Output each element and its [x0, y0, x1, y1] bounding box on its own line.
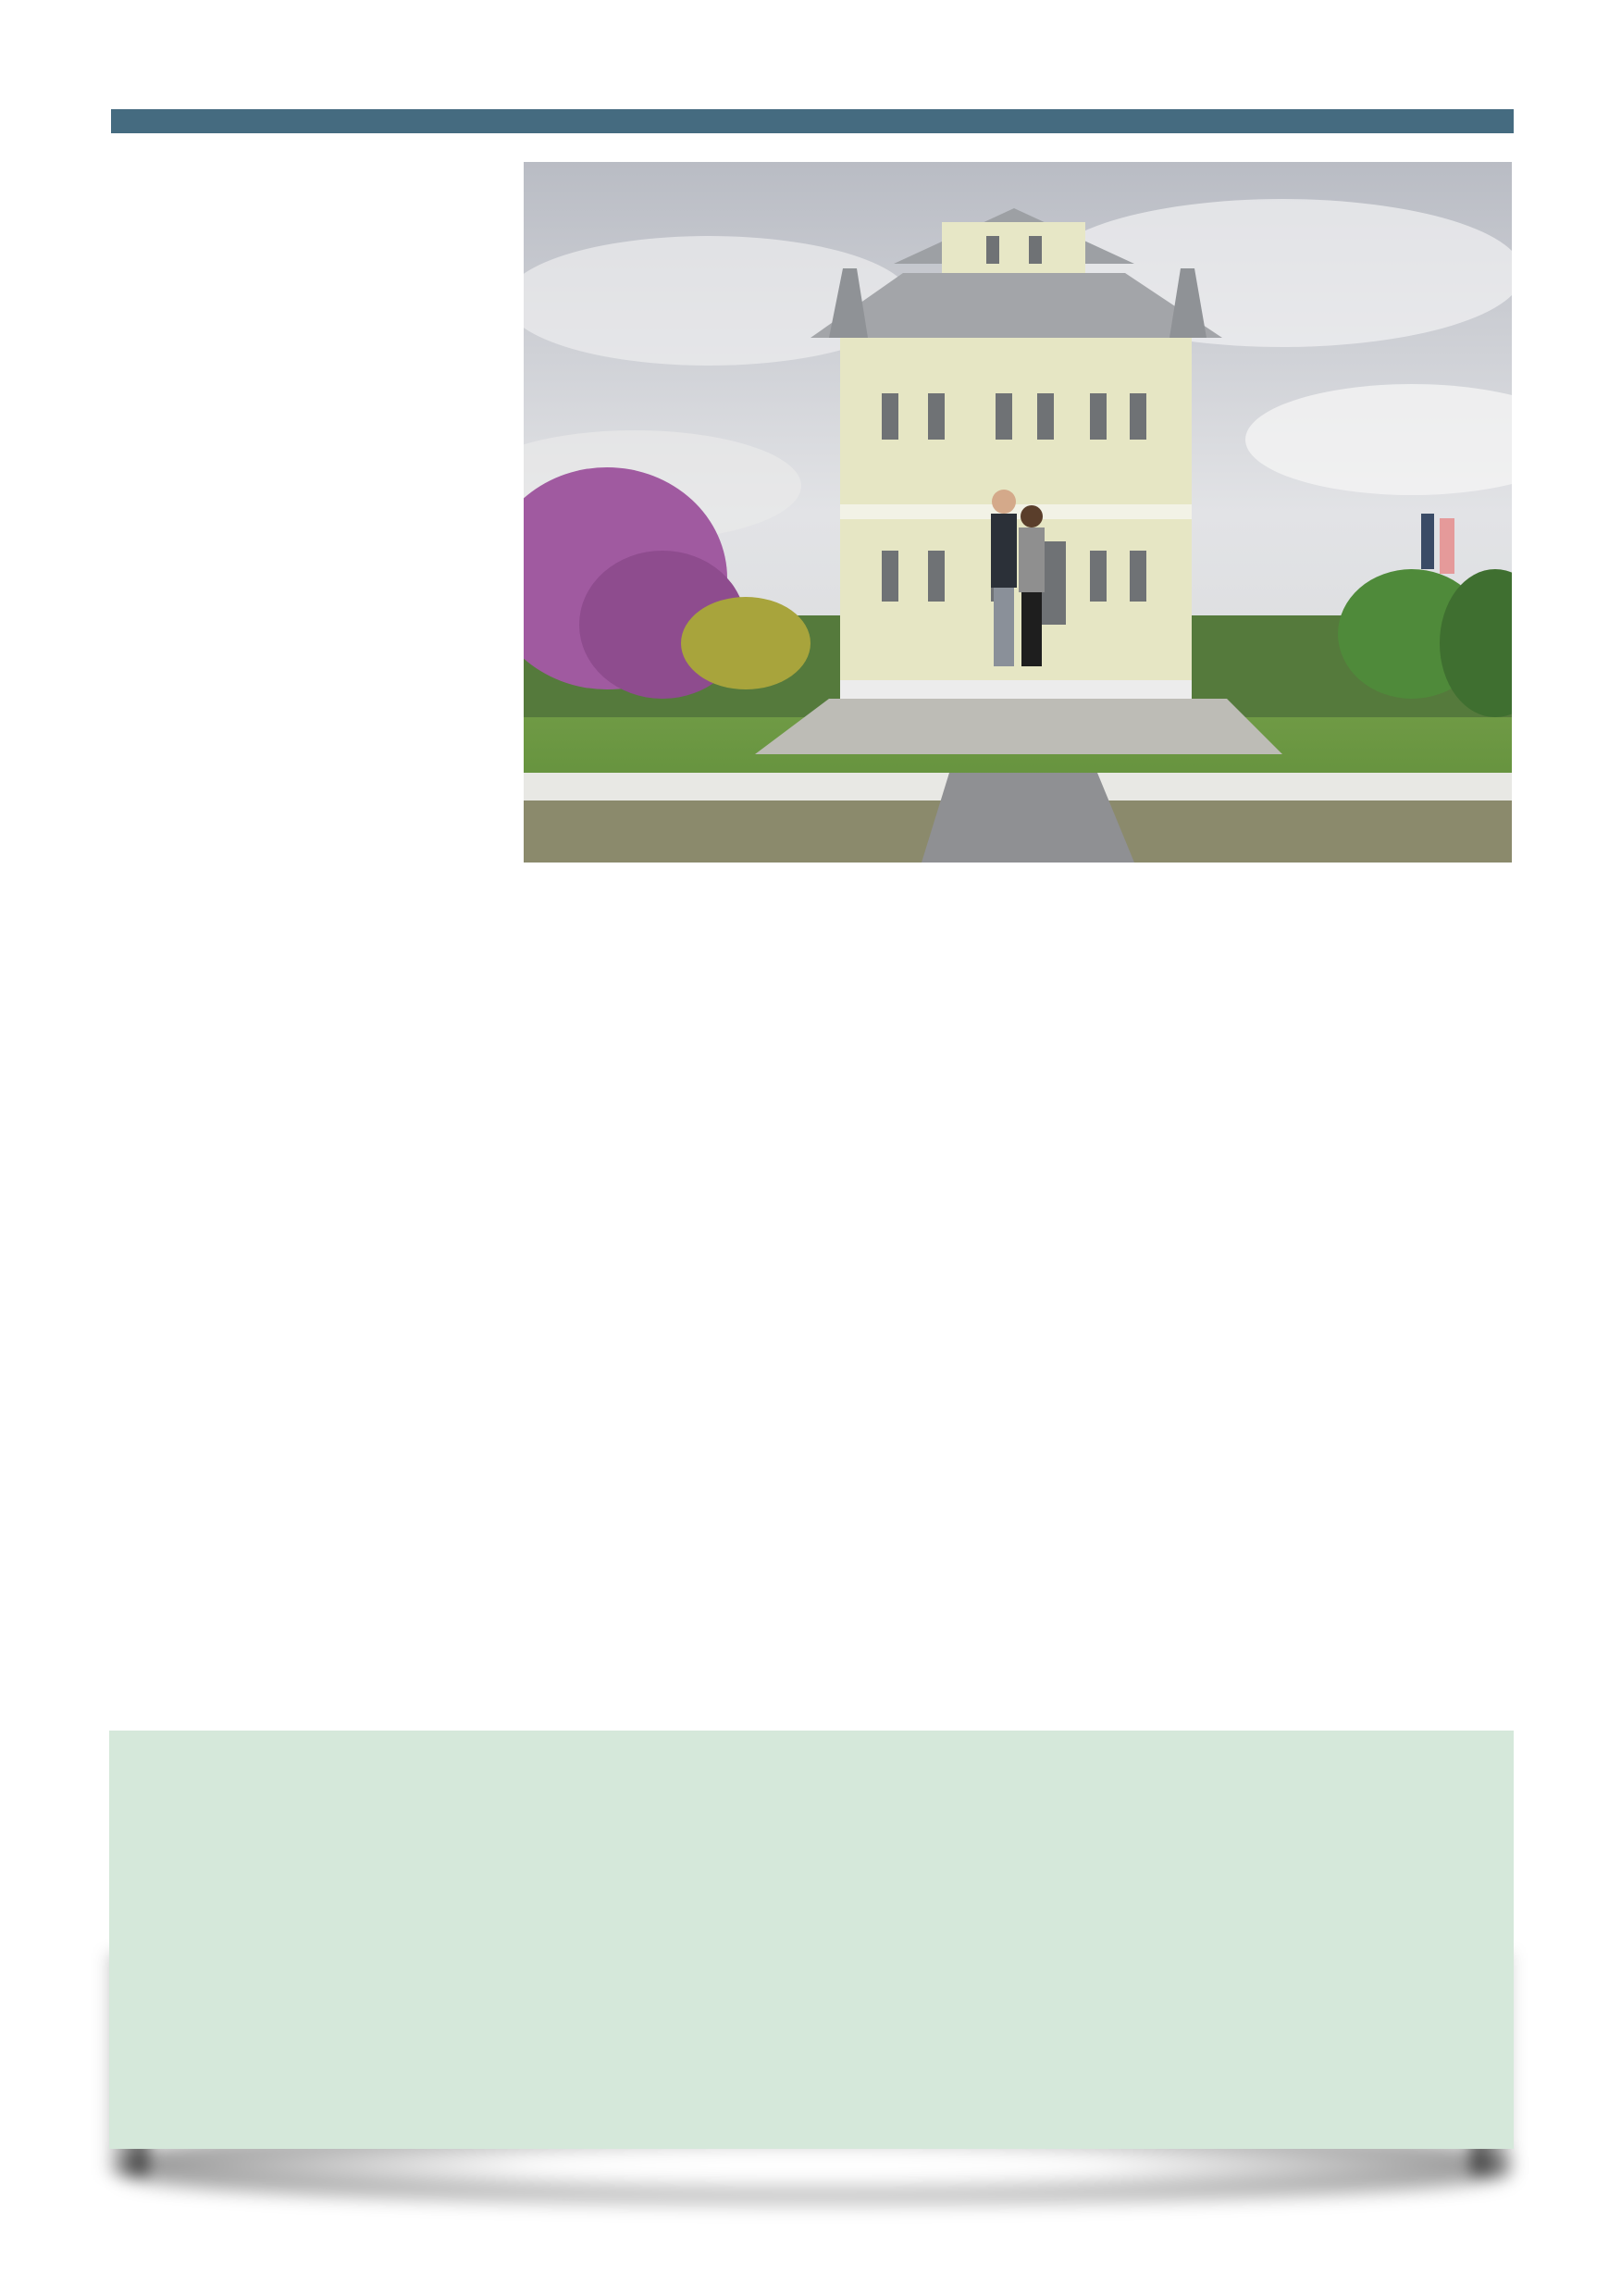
footpath	[922, 773, 1134, 863]
manor-rendering-image	[524, 162, 1512, 863]
manor-illustration	[524, 162, 1512, 863]
gravel-courtyard	[755, 699, 1282, 754]
rainbow-divider	[109, 1663, 1514, 1683]
header-bar	[111, 109, 1514, 133]
funding-info-box	[109, 1731, 1514, 2149]
